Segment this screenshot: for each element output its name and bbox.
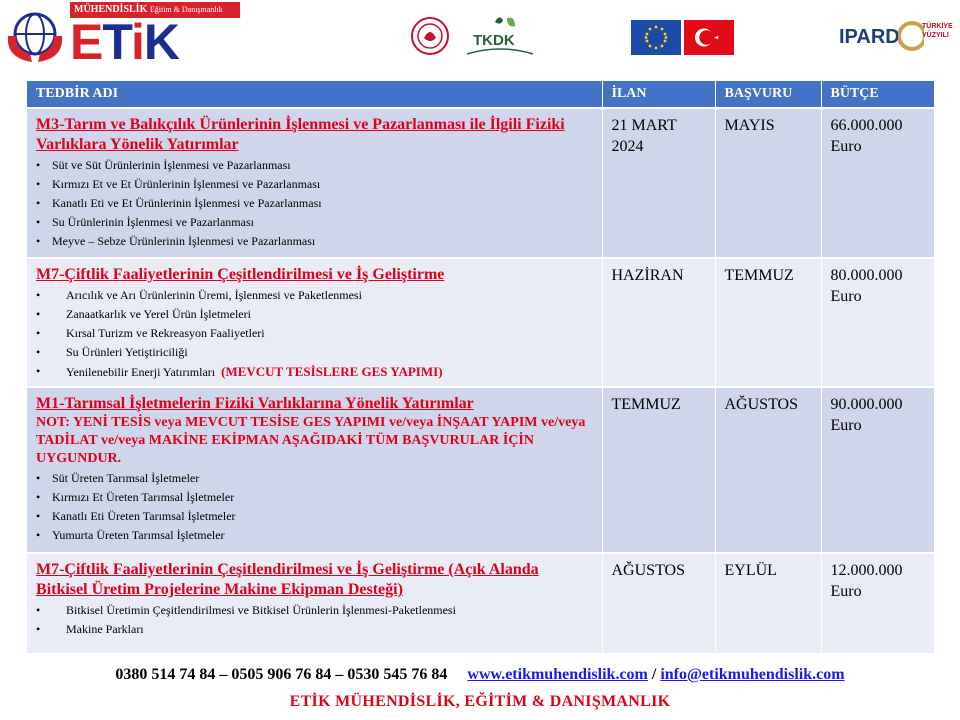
col-header-measure: TEDBİR ADI	[27, 81, 602, 108]
list-item: • Kırmızı Et Üreten Tarımsal İşletmeler	[36, 488, 593, 507]
measure-items	[36, 286, 593, 382]
measures-table	[27, 81, 935, 653]
list-item: • Süt Üreten Tarımsal İşletmeler	[36, 469, 593, 488]
measure-title: M7-Çiftlik Faaliyetlerinin Çeşitlendirilmesi ve İş Geliştirme	[36, 266, 445, 283]
budget-cell: 66.000.000 Euro	[821, 108, 934, 258]
list-item: • Kırmızı Et ve Et Ürünlerinin İşlenmesi ve Pazarlanması	[36, 175, 593, 194]
list-item: • Makine Parkları	[36, 620, 593, 639]
announcement-cell: TEMMUZ	[602, 387, 715, 553]
measure-items	[36, 156, 593, 251]
etik-banner: MÜHENDİSLİK Eğitim & Danışmanlık	[70, 2, 240, 18]
list-item: • Kırsal Turizm ve Rekreasyon Faaliyetleri	[36, 324, 593, 343]
table-row	[27, 258, 934, 387]
measure-cell	[27, 108, 602, 258]
list-item: • Kanatlı Eti Üreten Tarımsal İşletmeler	[36, 507, 593, 526]
measure-title: M1-Tarımsal İşletmelerin Fiziki Varlıklarına Yönelik Yatırımlar	[36, 395, 474, 412]
contact-separator: /	[651, 666, 657, 683]
list-item: • Kanatlı Eti ve Et Ürünlerinin İşlenmesi ve Pazarlanması	[36, 194, 593, 213]
measure-title: M3-Tarım ve Balıkçılık Ürünlerinin İşlenmesi ve Pazarlanması ile İlgili Fiziki Varlıklara Yönelik Yatırımlar	[36, 116, 565, 153]
phone-numbers: 0380 514 74 84 – 0505 906 76 84 – 0530 545 76 84	[115, 666, 448, 683]
application-cell: AĞUSTOS	[715, 387, 821, 553]
budget-cell: 90.000.000 Euro	[821, 387, 934, 553]
col-header-budget: BÜTÇE	[821, 81, 934, 108]
website-link[interactable]: www.etikmuhendislik.com	[467, 666, 648, 683]
ges-note: (MEVCUT TESİSLERE GES YAPIMI)	[221, 364, 443, 379]
eu-flag-icon	[631, 20, 681, 55]
list-item: • Su Ürünleri Yetiştiriciliği	[36, 343, 593, 362]
list-item: • Su Ürünlerinin İşlenmesi ve Pazarlanması	[36, 213, 593, 232]
list-item: • Arıcılık ve Arı Ürünlerinin Üremi, İşlenmesi ve Paketlenmesi	[36, 286, 593, 305]
col-header-application: BAŞVURU	[715, 81, 821, 108]
application-cell: TEMMUZ	[715, 258, 821, 387]
contact-line	[0, 666, 960, 684]
budget-cell: 80.000.000 Euro	[821, 258, 934, 387]
company-name: ETİK MÜHENDİSLİK, EĞİTİM & DANIŞMANLIK	[289, 693, 671, 710]
turkey-flag-icon	[684, 20, 734, 55]
announcement-cell: 21 MART 2024	[602, 108, 715, 258]
table-row	[27, 553, 934, 653]
ministry-emblem-icon	[407, 16, 453, 56]
measure-cell	[27, 387, 602, 553]
table-row	[27, 108, 934, 258]
measure-cell	[27, 258, 602, 387]
measure-items	[36, 601, 593, 639]
list-item: • Bitkisel Üretimin Çeşitlendirilmesi ve Bitkisel Ürünlerin İşlenmesi-Paketlenmesi	[36, 601, 593, 620]
application-cell: MAYIS	[715, 108, 821, 258]
measure-note: NOT: YENİ TESİS veya MEVCUT TESİSE GES YAPIMI ve/veya İNŞAAT YAPIM ve/veya TADİLAT ve/veya MAKİNE EKİPMAN AŞAĞIDAKİ TÜM BAŞVURULAR İÇİN UYGUNDUR.	[36, 415, 586, 466]
measure-cell	[27, 553, 602, 653]
col-header-announcement: İLAN	[602, 81, 715, 108]
crescent-icon	[898, 16, 924, 56]
measure-items	[36, 469, 593, 545]
application-cell: EYLÜL	[715, 553, 821, 653]
measure-title: M7-Çiftlik Faaliyetlerinin Çeşitlendirilmesi ve İş Geliştirme (Açık Alanda Bitkisel Üretim Projelerine Makine Ekipman Desteği)	[36, 561, 539, 598]
list-item: • Meyve – Sebze Ürünlerinin İşlenmesi ve Pazarlanması	[36, 232, 593, 251]
ipard-logo: IPARD	[839, 26, 900, 48]
turkiye-yuzyili-logo: TÜRKİYE YÜZYILI	[898, 16, 956, 58]
list-item: • Zanaatkarlık ve Yerel Ürün İşletmeleri	[36, 305, 593, 324]
table-row	[27, 387, 934, 553]
tkdk-logo: TKDK	[463, 14, 537, 58]
announcement-cell: AĞUSTOS	[602, 553, 715, 653]
announcement-cell: HAZİRAN	[602, 258, 715, 387]
etik-wordmark: ETiK	[70, 14, 180, 70]
list-item: • Yumurta Üreten Tarımsal İşletmeler	[36, 526, 593, 545]
budget-cell: 12.000.000 Euro	[821, 553, 934, 653]
list-item: • Yenilenebilir Enerji Yatırımları (MEVCUT TESİSLERE GES YAPIMI)	[36, 362, 593, 382]
etik-logo	[2, 2, 240, 70]
email-link[interactable]: info@etikmuhendislik.com	[660, 666, 845, 683]
globe-hands-icon	[4, 6, 66, 64]
table-header-row	[27, 81, 934, 108]
list-item: • Süt ve Süt Ürünlerinin İşlenmesi ve Pazarlanması	[36, 156, 593, 175]
